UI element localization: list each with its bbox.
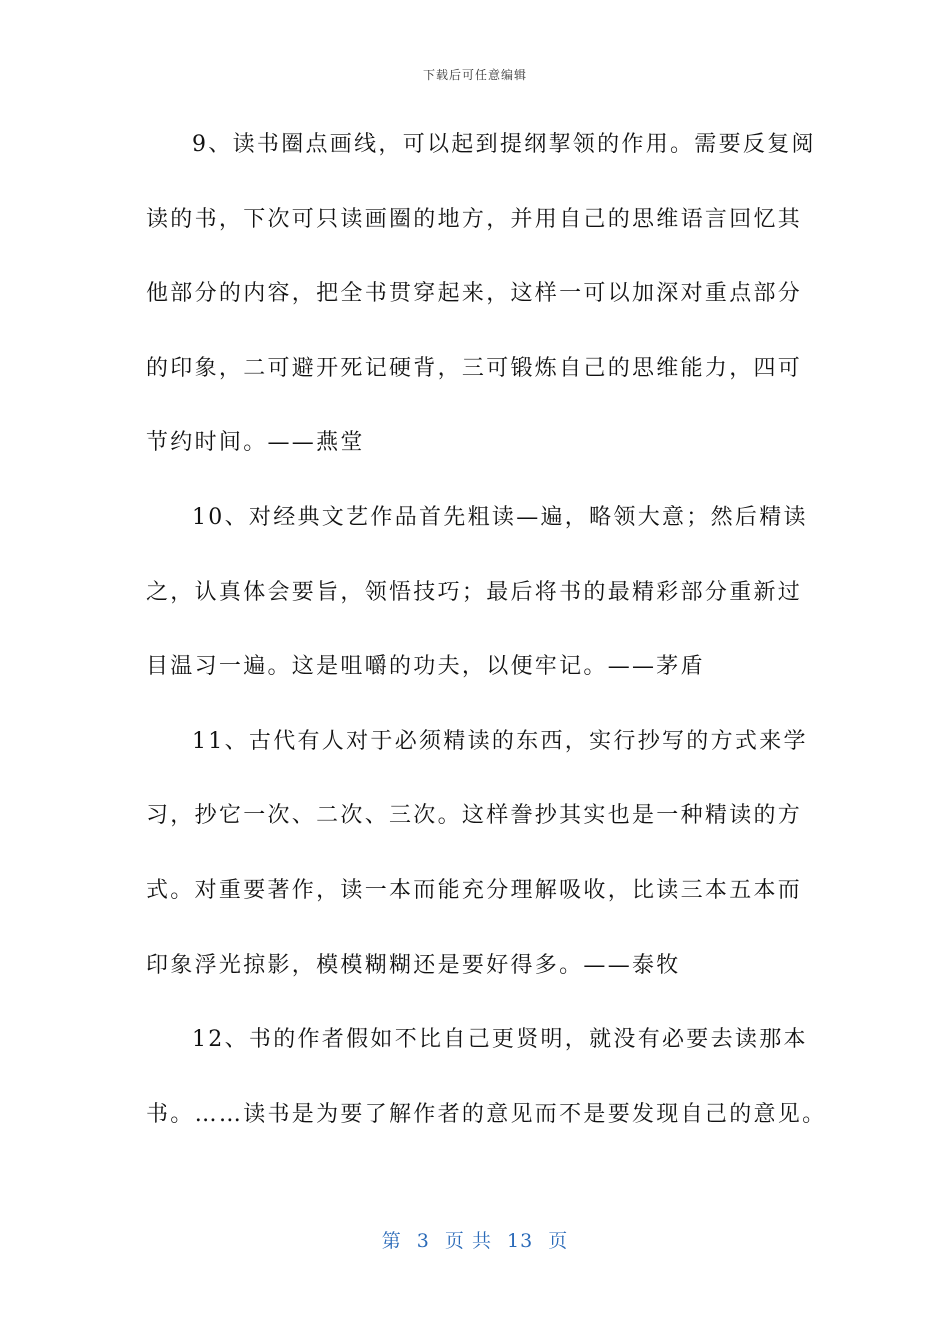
footer-prefix: 第 [381,1230,402,1252]
paragraph-11-line-4: 印象浮光掠影，模模糊糊还是要好得多。——泰牧 [146,952,681,978]
document-body [146,118,827,1162]
paragraph-9-line-3: 他部分的内容，把全书贯穿起来，这样一可以加深对重点部分 [146,281,803,307]
paragraph-10-line-2: 之，认真体会要旨，领悟技巧；最后将书的最精彩部分重新过 [146,579,803,605]
total-pages-number: 13 [507,1230,534,1252]
paragraph-11-line-3: 式。对重要著作，读一本而能充分理解吸收，比读三本五本而 [146,877,803,903]
paragraph-9-line-2: 读的书，下次可只读画圈的地方，并用自己的思维语言回忆其 [146,206,803,232]
footer-suffix: 页 [548,1230,569,1252]
page-header: 下载后可任意编辑 [422,68,527,82]
footer-middle: 页 共 [444,1230,492,1252]
paragraph-9-line-1: 9、读书圈点画线，可以起到提纲挈领的作用。需要反复阅 [192,132,816,157]
paragraph-10-line-1: 10、对经典文艺作品首先粗读—遍，略领大意；然后精读 [192,504,808,530]
current-page-number: 3 [416,1230,430,1252]
paragraph-11-line-1: 11、古代有人对于必须精读的东西，实行抄写的方式来学 [192,728,808,754]
paragraph-12-line-2: 书。……读书是为要了解作者的意见而不是要发现自己的意见。 [146,1101,827,1127]
paragraph-10-line-3: 目温习一遍。这是咀嚼的功夫，以便牢记。——茅盾 [146,654,705,680]
paragraph-9-line-5: 节约时间。——燕堂 [146,430,365,456]
paragraph-12-line-1: 12、书的作者假如不比自己更贤明，就没有必要去读那本 [192,1027,808,1053]
paragraph-9-line-4: 的印象，二可避开死记硬背，三可锻炼自己的思维能力，四可 [146,355,803,381]
paragraph-11-line-2: 习，抄它一次、二次、三次。这样誊抄其实也是一种精读的方 [146,803,803,829]
page-footer [0,1226,950,1253]
